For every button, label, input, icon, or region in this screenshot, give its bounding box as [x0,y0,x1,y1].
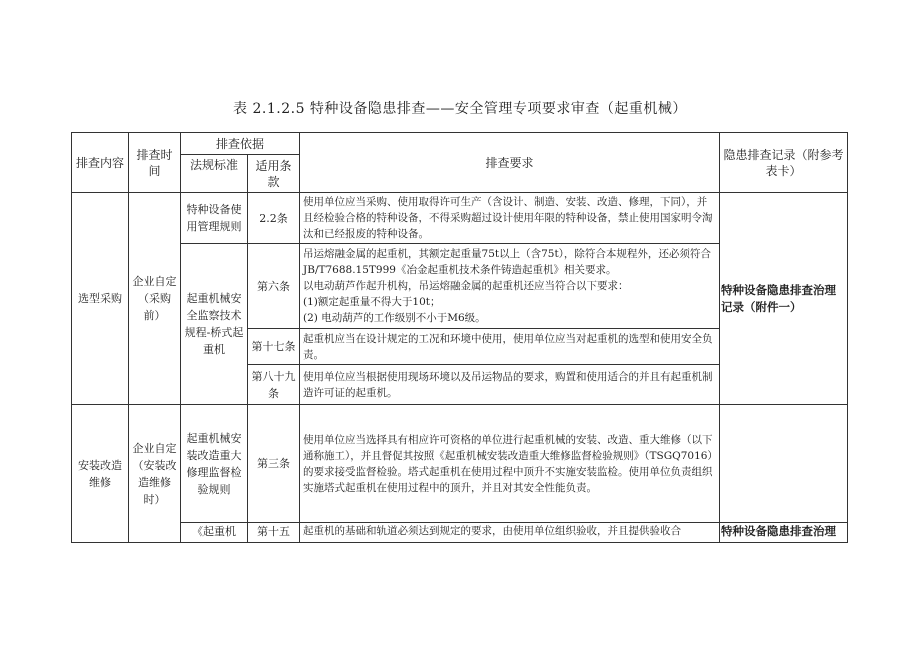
inspection-table [71,132,848,543]
record-cell: 特种设备隐患排查治理 [721,524,837,538]
clause-cell: 第十五 [257,525,290,538]
regulation-cell: 起重机械安全监察技术规程-桥式起重机 [181,244,248,405]
header-content: 排查内容 [72,133,129,193]
requirement-line: (2) 电动葫芦的工作级别不小于M6级。 [303,312,486,324]
header-time: 排查时间 [129,133,181,193]
requirement-cell: 使用单位应当采购、使用取得许可生产（含设计、制造、安装、改造、修理，下同），并且经检验合格的特种设备，不得采购超过设计使用年限的特种设备，禁止使用国家明令淘汰和已经报废的特种设备。 [300,193,720,244]
clause-cell: 2.2条 [248,193,300,244]
clause-cell: 第六条 [248,244,300,329]
requirement-cell: 起重机的基础和轨道必须达到规定的要求，由使用单位组织验收，并且提供验收合 [303,525,682,537]
requirement-cell [300,244,720,329]
row-time-purchase: 企业自定（采购前） [129,193,181,405]
requirement-cell: 使用单位应当根据使用现场环境以及吊运物品的要求，购置和使用适合的并且有起重机制造许可证的起重机。 [300,365,720,405]
row-content-purchase: 选型采购 [72,193,129,405]
header-regulation: 法规标准 [189,158,238,172]
requirement-cell: 使用单位应当选择具有相应许可资格的单位进行起重机械的安装、改造、重大维修（以下通称施工），并且督促其按照《起重机械安装改造重大维修监督检验规则》（TSGQ7016）的要求接受监督检验。塔式起重机在使用过程中顶升不实施安装监检。使用单位负责组织实施塔式起重机在使用过程中的顶升，并且对其安全性能负责。 [300,405,720,523]
clause-cell: 第三条 [248,405,300,523]
record-cell-empty [720,405,848,523]
requirement-line: 以电动葫芦作起升机构，吊运熔融金属的起重机还应当符合以下要求： [303,280,629,292]
regulation-cell: 特种设备使用管理规则 [181,193,248,244]
record-cell: 特种设备隐患排查治理记录（附件一） [720,193,848,405]
requirement-line: (1)额定起重量不得大于10t； [303,296,441,308]
table-title: 表 2.1.2.5 特种设备隐患排查——安全管理专项要求审查（起重机械） [233,101,687,117]
row-time-install: 企业自定（安装改造维修时） [129,405,181,543]
requirement-cell: 起重机应当在设计规定的工况和环境中使用，使用单位应当对起重机的选型和使用安全负责。 [300,329,720,365]
regulation-cell: 起重机械安装改造重大修理监督检验规则 [181,405,248,523]
requirement-line: 吊运熔融金属的起重机，其额定起重量75t以上（含75t），除符合本规程外，还必须符合JB/T7688.15T999《冶金起重机技术条件铸造起重机》相关要求。 [303,248,711,276]
regulation-cell: 《起重机 [192,525,236,538]
clause-cell: 第十七条 [248,329,300,365]
header-clause: 适用条款 [248,155,300,193]
header-basis: 排查依据 [181,133,300,155]
row-content-install: 安装改造维修 [72,405,129,543]
header-requirement: 排查要求 [300,133,720,193]
clause-cell: 第八十九条 [248,365,300,405]
header-record: 隐患排查记录（附参考表卡） [720,133,848,193]
